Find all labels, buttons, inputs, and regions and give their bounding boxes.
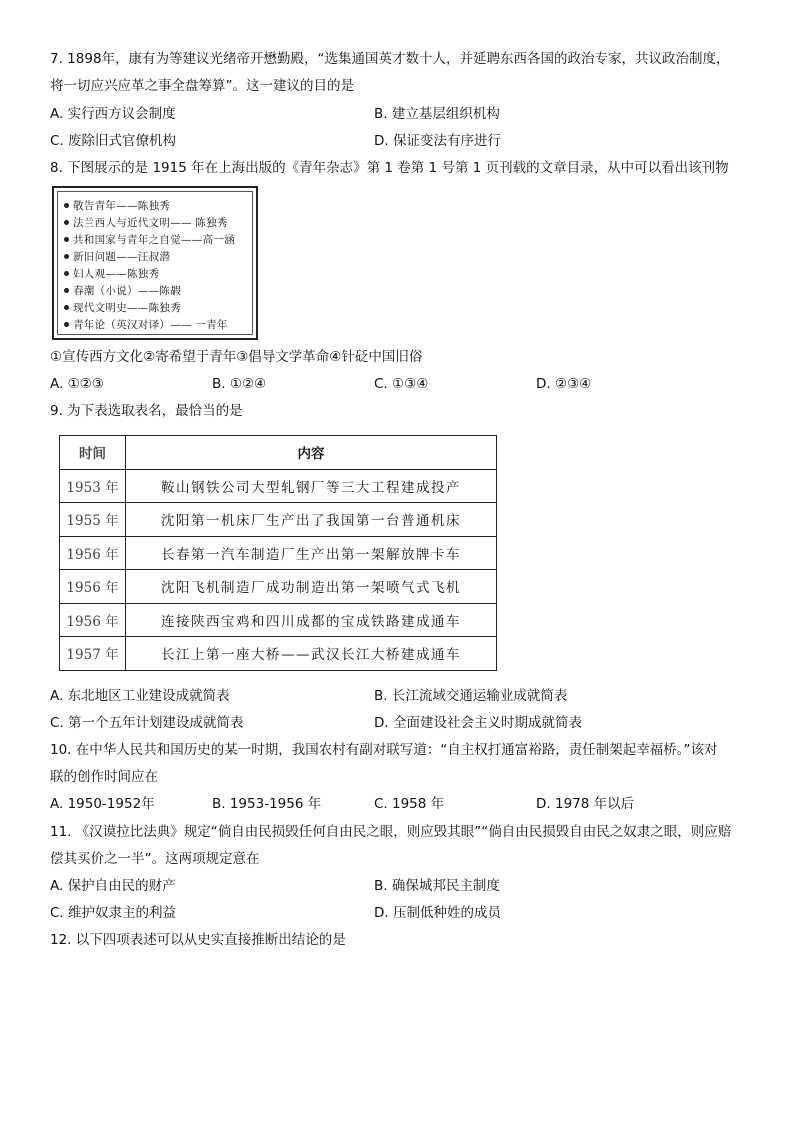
q11-option-b: B. 确保城邦民主制度 xyxy=(374,878,500,894)
toc-item: 现代文明史——陈独秀 xyxy=(64,300,248,317)
table-row xyxy=(60,536,497,570)
toc-item: 妇人观——陈独秀 xyxy=(64,266,248,283)
q11-stem-line1: 11. 《汉谟拉比法典》规定“倘自由民损毁任何自由民之眼，则应毁其眼”“倘自由民损毁自由民之奴隶之眼，则应赔 xyxy=(50,824,732,840)
cell-content: 鞍山钢铁公司大型轧钢厂等三大工程建成投产 xyxy=(126,469,497,503)
toc-item: 青年论（英汉对译）—— 一青年 xyxy=(64,317,248,334)
q9-table xyxy=(59,435,497,671)
q8-option-c: C. ①③④ xyxy=(374,376,429,392)
toc-item: 春潮（小说）——陈嘏 xyxy=(64,283,248,300)
magazine-toc-list xyxy=(57,191,253,335)
q11-option-a: A. 保护自由民的财产 xyxy=(50,878,176,894)
q11-option-c: C. 维护奴隶主的利益 xyxy=(50,905,177,921)
q9-option-b: B. 长江流域交通运输业成就简表 xyxy=(374,688,568,704)
q10-stem-line1: 10. 在中华人民共和国历史的某一时期，我国农村有副对联写道：“自主权打通富裕路，责任制架起幸福桥。”该对 xyxy=(50,742,718,758)
bullet-icon xyxy=(64,220,69,225)
q11-option-d: D. 压制低种姓的成员 xyxy=(374,905,501,921)
cell-year: 1956 年 xyxy=(60,570,126,604)
bullet-icon xyxy=(64,288,69,293)
q8-stem-line1: 8. 下图展示的是 1915 年在上海出版的《青年杂志》第 1 卷第 1 号第 1 页刊载的文章目录，从中可以看出该刊物 xyxy=(50,160,729,176)
cell-year: 1956 年 xyxy=(60,536,126,570)
cell-year: 1953 年 xyxy=(60,469,126,503)
table-row xyxy=(60,637,497,671)
q10-option-b: B. 1953-1956 年 xyxy=(212,796,322,812)
q10-stem-line2: 联的创作时间应在 xyxy=(50,769,158,785)
toc-item: 新旧问题——汪叔潜 xyxy=(64,249,248,266)
header-content: 内容 xyxy=(126,436,497,470)
bullet-icon xyxy=(64,254,69,259)
table-row xyxy=(60,570,497,604)
q9-option-a: A. 东北地区工业建设成就简表 xyxy=(50,688,230,704)
q9-option-c: C. 第一个五年计划建设成就简表 xyxy=(50,715,244,731)
q8-option-b: B. ①②④ xyxy=(212,376,267,392)
q8-statements: ①宣传西方文化②寄希望于青年③倡导文学革命④针砭中国旧俗 xyxy=(50,349,423,365)
cell-year: 1956 年 xyxy=(60,603,126,637)
q7-option-b: B. 建立基层组织机构 xyxy=(374,106,500,122)
q8-option-d: D. ②③④ xyxy=(536,376,592,392)
q11-stem-line2: 偿其买价之一半”。这两项规定意在 xyxy=(50,851,260,867)
cell-content: 连接陕西宝鸡和四川成都的宝成铁路建成通车 xyxy=(126,603,497,637)
cell-content: 长春第一汽车制造厂生产出第一架解放牌卡车 xyxy=(126,536,497,570)
cell-content: 沈阳第一机床厂生产出了我国第一台普通机床 xyxy=(126,503,497,537)
q9-stem: 9. 为下表选取表名，最恰当的是 xyxy=(50,403,243,419)
toc-item: 共和国家与青年之自觉——高一涵 xyxy=(64,232,248,249)
table-header-row xyxy=(60,436,497,470)
q7-option-a: A. 实行西方议会制度 xyxy=(50,106,176,122)
toc-item: 敬告青年——陈独秀 xyxy=(64,198,248,215)
table-row xyxy=(60,603,497,637)
bullet-icon xyxy=(64,237,69,242)
q9-option-d: D. 全面建设社会主义时期成就简表 xyxy=(374,715,582,731)
magazine-toc-image xyxy=(52,186,258,340)
table-row xyxy=(60,469,497,503)
table-row xyxy=(60,503,497,537)
bullet-icon xyxy=(64,322,69,327)
q7-stem-line1: 7. 1898年，康有为等建议光绪帝开懋勤殿，“选集通国英才数十人，并延聘东西各国的政治专家，共议政治制度， xyxy=(50,51,730,67)
q7-option-c: C. 废除旧式官僚机构 xyxy=(50,133,177,149)
cell-year: 1957 年 xyxy=(60,637,126,671)
header-time: 时间 xyxy=(60,436,126,470)
bullet-icon xyxy=(64,271,69,276)
q10-option-d: D. 1978 年以后 xyxy=(536,796,635,812)
bullet-icon xyxy=(64,203,69,208)
cell-year: 1955 年 xyxy=(60,503,126,537)
cell-content: 长江上第一座大桥——武汉长江大桥建成通车 xyxy=(126,637,497,671)
bullet-icon xyxy=(64,305,69,310)
q10-option-c: C. 1958 年 xyxy=(374,796,445,812)
q7-option-d: D. 保证变法有序进行 xyxy=(374,133,501,149)
cell-content: 沈阳飞机制造厂成功制造出第一架喷气式飞机 xyxy=(126,570,497,604)
q7-stem-line2: 将一切应兴应革之事全盘筹算”。这一建议的目的是 xyxy=(50,78,354,94)
toc-item: 法兰西人与近代文明—— 陈独秀 xyxy=(64,215,248,232)
q8-option-a: A. ①②③ xyxy=(50,376,104,392)
q10-option-a: A. 1950-1952年 xyxy=(50,796,155,812)
q12-stem: 12. 以下四项表述可以从史实直接推断出结论的是 xyxy=(50,932,346,948)
